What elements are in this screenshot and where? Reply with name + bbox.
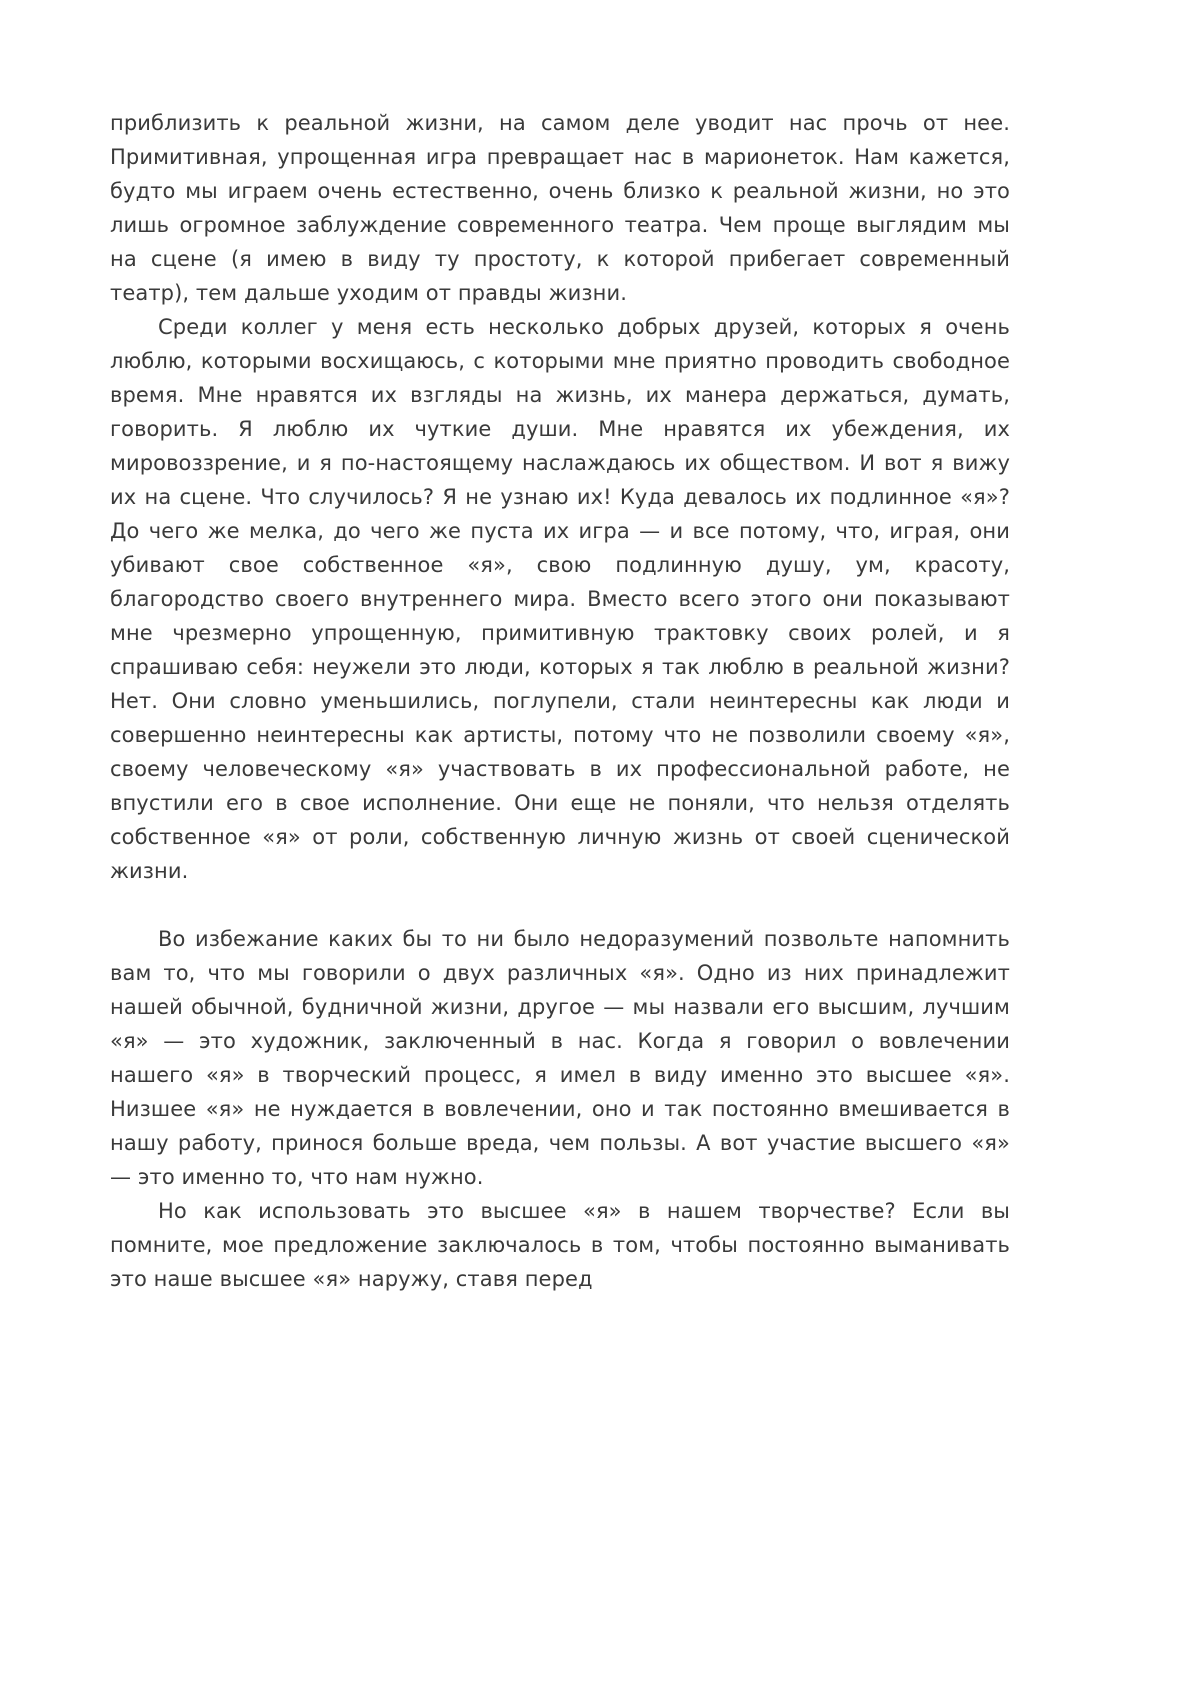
paragraph: Но как использовать это высшее «я» в нашем творчестве? Если вы помните, мое предложение заключалось в том, чтобы постоянно выманивать это наше высшее «я» наружу, ставя перед xyxy=(110,1199,1010,1291)
paragraph: Среди коллег у меня есть несколько добрых друзей, которых я очень люблю, которыми восхищаюсь, с которыми мне приятно проводить свободное время. Мне нравятся их взгляды на жизнь, их манера держаться, думать, говорить. Я люблю их чуткие души. Мне нравятся их убеждения, их мировоззрение, и я по-настоящему наслаждаюсь их обществом. И вот я вижу их на сцене. Что случилось? Я не узнаю их! Куда девалось их подлинное «я»? До чего же мелка, до чего же пуста их игра — и все потому, что, играя, они убивают свое собственное «я», свою подлинную душу, ум, красоту, благородство своего внутреннего мира. Вместо всего этого они показывают мне чрезмерно упрощенную, примитивную трактовку своих ролей, и я спрашиваю себя: неужели это люди, которых я так люблю в реальной жизни? Нет. Они словно уменьшились, поглупели, стали неинтересны как люди и совершенно неинтересны как артисты, потому что не позволили своему «я», своему человеческому «я» участвовать в их профессиональной работе, не впустили его в свое исполнение. Они еще не поняли, что нельзя отделять собственное «я» от роли, собственную личную жизнь от своей сценической жизни. xyxy=(110,315,1010,883)
text-body xyxy=(110,106,1010,1296)
paragraph: Во избежание каких бы то ни было недоразумений позвольте напомнить вам то, что мы говорили о двух различных «я». Одно из них принадлежит нашей обычной, будничной жизни, другое — мы назвали его высшим, лучшим «я» — это художник, заключенный в нас. Когда я говорил о вовлечении нашего «я» в творческий процесс, я имел в виду именно это высшее «я». Низшее «я» не нуждается в вовлечении, оно и так постоянно вмешивается в нашу работу, принося больше вреда, чем пользы. А вот участие высшего «я» — это именно то, что нам нужно. xyxy=(110,927,1010,1189)
paragraph: приблизить к реальной жизни, на самом деле уводит нас прочь от нее. Примитивная, упрощенная игра превращает нас в марионеток. Нам кажется, будто мы играем очень естественно, очень близко к реальной жизни, но это лишь огромное заблуждение современного театра. Чем проще выглядим мы на сцене (я имею в виду ту простоту, к которой прибегает современный театр), тем дальше уходим от правды жизни. xyxy=(110,111,1010,305)
